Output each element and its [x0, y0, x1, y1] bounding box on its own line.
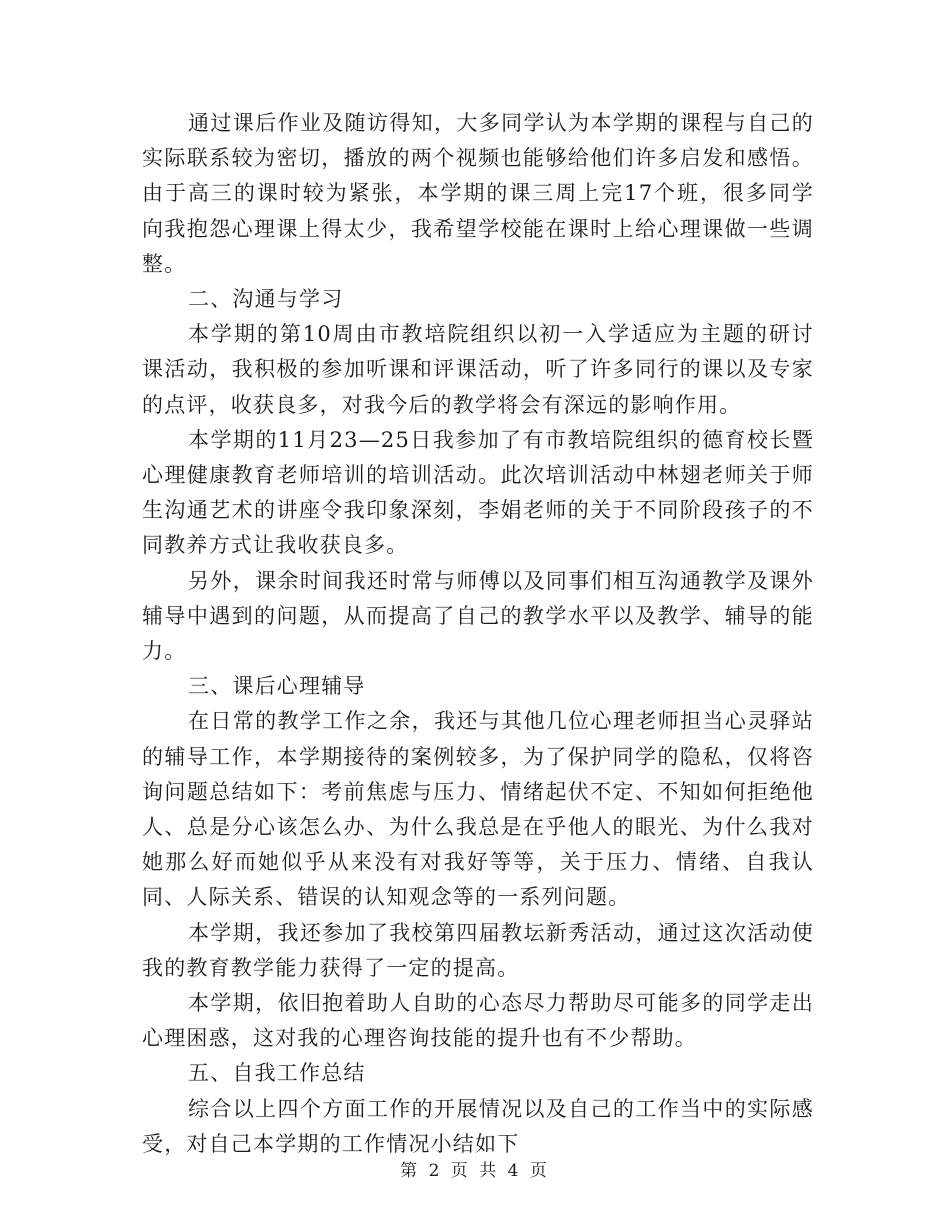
paragraph-peer-communication: 另外，课余时间我还时常与师傅以及同事们相互沟通教学及课外辅导中遇到的问题，从而提高了自己的教学水平以及教学、辅导的能力。 [142, 568, 814, 664]
paragraph-teaching-contest: 本学期，我还参加了我校第四届教坛新秀活动，通过这次活动使我的教育教学能力获得了一定的提高。 [142, 920, 814, 980]
section-heading-self-summary: 五、自我工作总结 [188, 1061, 366, 1086]
paragraph-helping-students: 本学期，依旧抱着助人自助的心态尽力帮助尽可能多的同学走出心理困惑，这对我的心理咨询技能的提升也有不少帮助。 [142, 991, 814, 1051]
paragraph-training-activity: 本学期的11月23—25日我参加了有市教培院组织的德育校长暨心理健康教育老师培训的培训活动。此次培训活动中林翅老师关于师生沟通艺术的讲座令我印象深刻，李娟老师的关于不同阶段孩子的不同教养方式让我收获良多。 [142, 427, 814, 558]
page-number-footer: 第 2 页 共 4 页 [400, 1161, 550, 1181]
paragraph-research-lesson: 本学期的第10周由市教培院组织以初一入学适应为主题的研讨课活动，我积极的参加听课和评课活动，听了许多同行的课以及专家的点评，收获良多，对我今后的教学将会有深远的影响作用。 [142, 322, 814, 417]
paragraph-course-feedback: 通过课后作业及随访得知，大多同学认为本学期的课程与自己的实际联系较为密切，播放的两个视频也能够给他们许多启发和感悟。由于高三的课时较为紧张，本学期的课三周上完17个班，很多同学向我抱怨心理课上得太少，我希望学校能在课时上给心理课做一些调整。 [142, 111, 814, 276]
section-heading-communication: 二、沟通与学习 [188, 287, 344, 312]
paragraph-summary-intro: 综合以上四个方面工作的开展情况以及自己的工作当中的实际感受，对自己本学期的工作情况小结如下 [142, 1096, 814, 1156]
document-body [142, 106, 814, 1162]
section-heading-counseling: 三、课后心理辅导 [188, 674, 366, 699]
paragraph-counseling-cases: 在日常的教学工作之余，我还与其他几位心理老师担当心灵驿站的辅导工作，本学期接待的案例较多，为了保护同学的隐私，仅将咨询问题总结如下：考前焦虑与压力、情绪起伏不定、不知如何拒绝他人、总是分心该怎么办、为什么我总是在乎他人的眼光、为什么我对她那么好而她似乎从来没有对我好等等，关于压力、情绪、自我认同、人际关系、错误的认知观念等的一系列问题。 [142, 709, 814, 910]
